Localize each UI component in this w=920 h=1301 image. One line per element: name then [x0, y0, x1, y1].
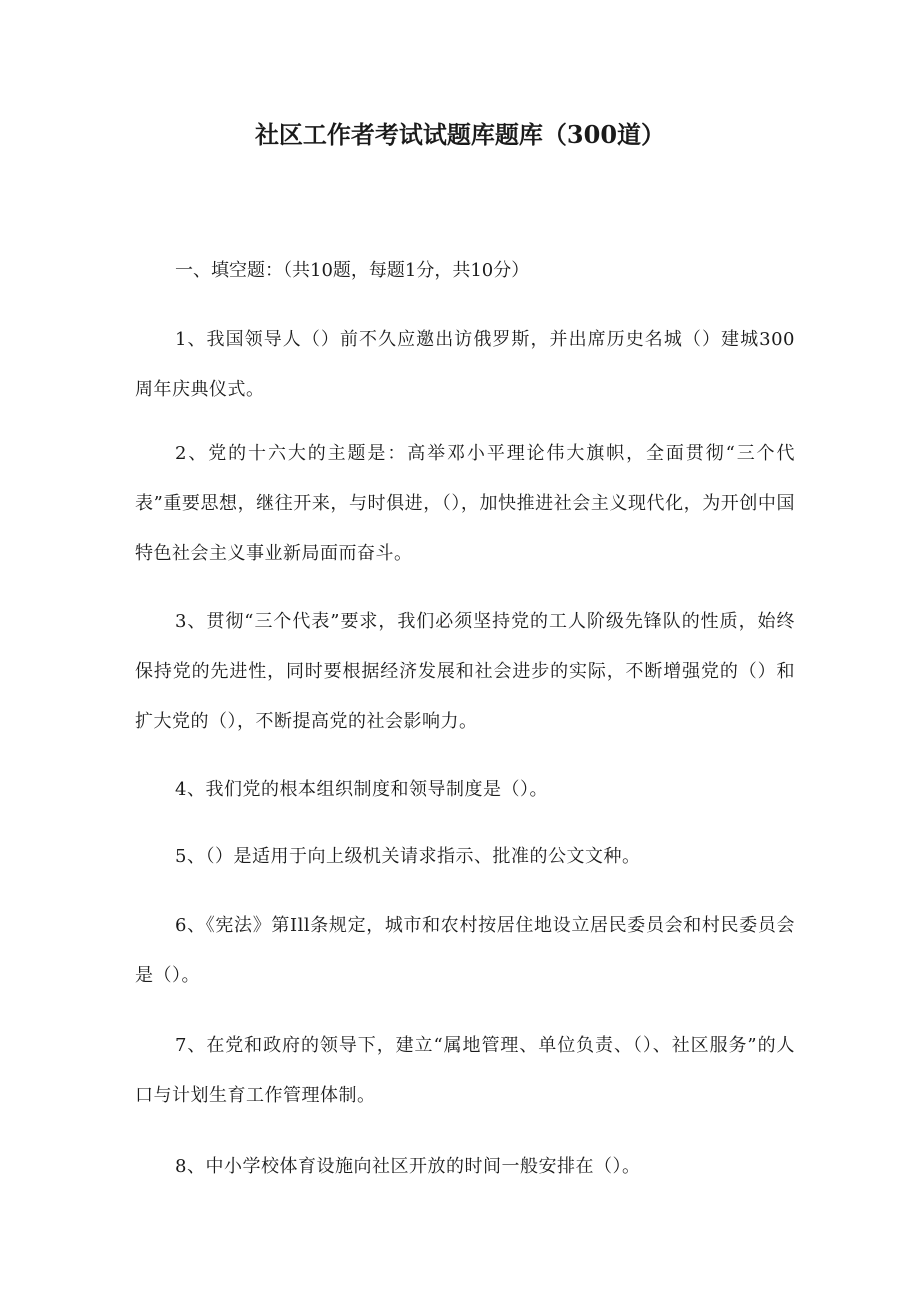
question-5: 5、（）是适用于向上级机关请求指示、批准的公文文种。 [175, 846, 641, 867]
question-2: 2、党的十六大的主题是：高举邓小平理论伟大旗帜，全面贯彻“三个代表”重要思想，继往开来，与时俱进，（），加快推进社会主义现代化，为开创中国特色社会主义事业新局面而奋斗。 [135, 443, 795, 564]
question-8: 8、中小学校体育设施向社区开放的时间一般安排在（）。 [175, 1156, 641, 1177]
question-6: 6、《宪法》第Ill条规定，城市和农村按居住地设立居民委员会和村民委员会是（）。 [135, 915, 795, 986]
question-3: 3、贯彻“三个代表”要求，我们必须坚持党的工人阶级先锋队的性质，始终保持党的先进性，同时要根据经济发展和社会进步的实际，不断增强党的（）和扩大党的（），不断提高党的社会影响力。 [135, 611, 795, 732]
section-heading-fill-in-blank: 一、填空题：（共10题，每题1分，共10分） [175, 260, 530, 281]
question-4: 4、我们党的根本组织制度和领导制度是（）。 [175, 779, 548, 800]
question-1: 1、我国领导人（）前不久应邀出访俄罗斯，并出席历史名城（）建城300周年庆典仪式。 [135, 329, 795, 400]
document-title: 社区工作者考试试题库题库（300道） [254, 120, 666, 149]
question-7: 7、在党和政府的领导下，建立“属地管理、单位负责、（）、社区服务”的人口与计划生育工作管理体制。 [135, 1035, 795, 1106]
